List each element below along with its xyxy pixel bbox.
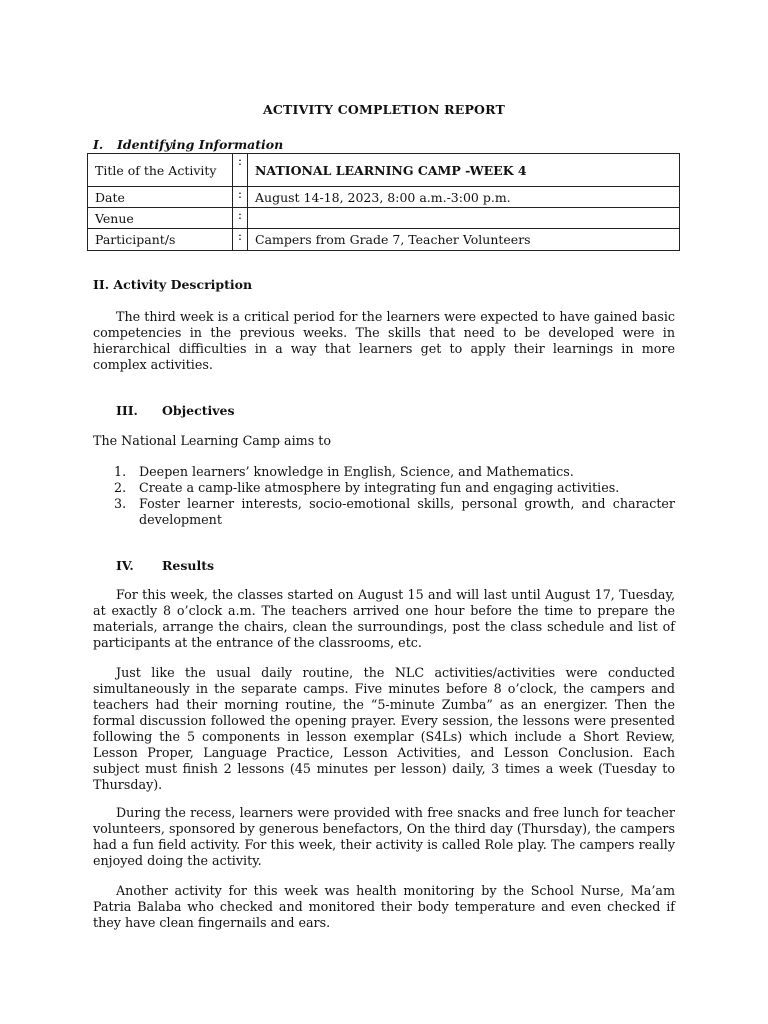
section-heading-text: Results — [162, 558, 215, 573]
list-number: 3. — [114, 496, 127, 511]
section-number: III. — [116, 403, 138, 418]
list-number: 2. — [114, 480, 127, 495]
section-heading-text: Objectives — [162, 403, 235, 418]
list-text: Create a camp-like atmosphere by integrating fun and engaging activities. — [139, 480, 620, 495]
list-item — [93, 496, 675, 528]
list-item — [93, 464, 675, 480]
row-label: Participant/s — [88, 229, 233, 251]
results-paragraph: Another activity for this week was health monitoring by the School Nurse, Ma’am Patria Balaba who checked and monitored their body temperature and even checked if they have clean fingernails and ears. — [93, 883, 675, 930]
row-label: Venue — [88, 208, 233, 229]
objectives-intro: The National Learning Camp aims to — [93, 433, 331, 448]
row-value: August 14-18, 2023, 8:00 a.m.-3:00 p.m. — [248, 187, 680, 208]
table-row — [88, 154, 680, 187]
section-results-heading — [116, 558, 214, 573]
results-paragraph: Just like the usual daily routine, the NLC activities/activities were conducted simultaneously in the separate camps. Five minutes before 8 o’clock, the campers and teachers had their morning routine, the “5-minute Zumba” as an energizer. Then the formal discussion followed the opening prayer. Every session, the lessons were presented following the 5 components in lesson exemplar (S4Ls) which include a Short Review, Lesson Proper, Language Practice, Lesson Activities, and Lesson Conclusion. Each subject must finish 2 lessons (45 minutes per lesson) daily, 3 times a week (Tuesday to Thursday). — [93, 665, 675, 792]
table-row — [88, 208, 680, 229]
identifying-information-table — [87, 153, 680, 251]
row-colon: : — [233, 208, 248, 229]
row-colon: : — [233, 229, 248, 251]
activity-description-paragraph: The third week is a critical period for the learners were expected to have gained basic competencies in the previous weeks. The skills that need to be developed were in hierarchical difficulties in a way that learners get to apply their learnings in more complex activities. — [93, 309, 675, 372]
section-number: I. — [93, 137, 104, 152]
results-paragraph: For this week, the classes started on August 15 and will last until August 17, Tuesday, at exactly 8 o’clock a.m. The teachers arrived one hour before the time to prepare the materials, arrange the chairs, clean the surroundings, post the class schedule and list of participants at the entrance of the classrooms, etc. — [93, 587, 675, 650]
row-value — [248, 208, 680, 229]
list-item — [93, 480, 675, 496]
objectives-list — [93, 464, 675, 528]
section-objectives-heading — [116, 403, 235, 418]
row-colon: : — [233, 187, 248, 208]
list-text: Foster learner interests, socio-emotional skills, personal growth, and character development — [139, 496, 675, 527]
row-value: Campers from Grade 7, Teacher Volunteers — [248, 229, 680, 251]
results-paragraph: During the recess, learners were provided with free snacks and free lunch for teacher volunteers, sponsored by generous benefactors, On the third day (Thursday), the campers had a fun field activity. For this week, their activity is called Role play. The campers really enjoyed doing the activity. — [93, 805, 675, 868]
row-label: Title of the Activity — [88, 154, 233, 187]
section-identifying-information-heading — [93, 137, 283, 152]
row-label: Date — [88, 187, 233, 208]
report-title: ACTIVITY COMPLETION REPORT — [263, 102, 505, 117]
list-number: 1. — [114, 464, 127, 479]
table-row — [88, 187, 680, 208]
section-number: IV. — [116, 558, 134, 573]
section-heading-text: Identifying Information — [117, 137, 284, 152]
table-row — [88, 229, 680, 251]
section-activity-description-heading: II. Activity Description — [93, 277, 253, 292]
list-text: Deepen learners’ knowledge in English, Science, and Mathematics. — [139, 464, 574, 479]
row-colon: : — [233, 154, 248, 187]
row-value: NATIONAL LEARNING CAMP -WEEK 4 — [248, 154, 680, 187]
